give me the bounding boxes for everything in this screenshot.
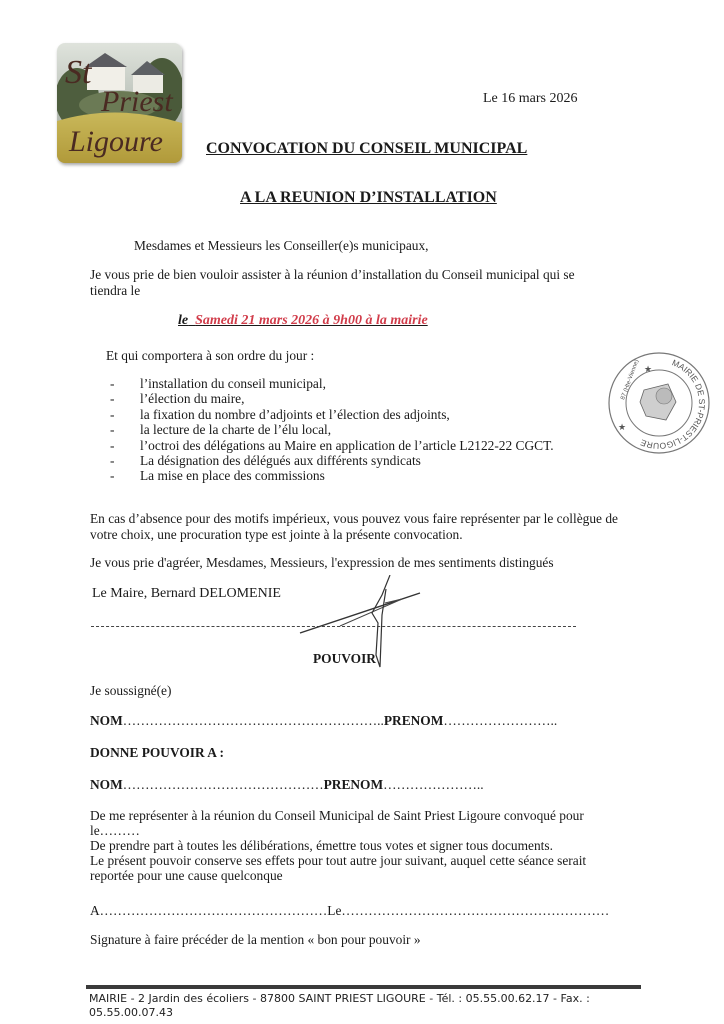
- closing-regards: Je vous prie d'agréer, Mesdames, Messieurs, l'expression de mes sentiments distingués: [90, 555, 554, 570]
- footer-address: MAIRIE - 2 Jardin des écoliers - 87800 SAINT PRIEST LIGOURE - Tél. : 05.55.00.62.17 - Fax. :: [89, 992, 590, 1005]
- logo-image: [57, 43, 182, 163]
- proxy-title: POUVOIR: [313, 651, 376, 666]
- nom-field[interactable]: ………………………………………: [122, 777, 324, 792]
- logo-text-st: St: [65, 54, 92, 91]
- greeting: Mesdames et Messieurs les Conseiller(e)s municipaux,: [134, 238, 429, 253]
- absence-line-2: votre choix, une procuration type est jointe à la présente convocation.: [90, 527, 463, 542]
- town-hall-stamp: [606, 350, 712, 456]
- logo-text-ligoure: Ligoure: [69, 125, 163, 158]
- proxy-text-line: De prendre part à toutes les délibérations, émettre tous votes et signer tous documents.: [90, 838, 553, 853]
- municipality-logo: [57, 43, 182, 163]
- absence-line-1: En cas d’absence pour des motifs impérieux, vous pouvez vous faire représenter par le collègue de: [90, 511, 618, 526]
- signature-note: Signature à faire précéder de la mention « bon pour pouvoir »: [90, 932, 421, 947]
- agenda-item: - la fixation du nombre d’adjoints et l’élection des adjoints,: [110, 406, 450, 422]
- agenda-item: - La mise en place des commissions: [110, 468, 325, 484]
- intro-line-1: Je vous prie de bien vouloir assister à la réunion d’installation du Conseil municipal qui se: [90, 267, 575, 282]
- proxy-text-line: De me représenter à la réunion du Conseil Municipal de Saint Priest Ligoure convoqué pour: [90, 808, 584, 823]
- prenom-field[interactable]: ……………………..: [443, 713, 558, 728]
- proxy-text-line: Le présent pouvoir conserve ses effets pour tout autre jour suivant, auquel cette séance serait: [90, 853, 587, 868]
- document-title: CONVOCATION DU CONSEIL MUNICIPAL: [206, 140, 528, 157]
- place-date-field[interactable]: A……………………………………………Le……………………………………………………: [90, 903, 610, 918]
- document-subtitle: A LA REUNION D’INSTALLATION: [240, 189, 497, 206]
- nom-field[interactable]: …………………………………………………..: [122, 713, 384, 728]
- prenom-label: PRENOM: [383, 713, 444, 728]
- stamp-text: MAIRIE DE ST-PRIEST-LIGOURE: [638, 357, 708, 452]
- prenom-label: PRENOM: [323, 777, 384, 792]
- meeting-datetime: [178, 313, 428, 329]
- proxy-holder-name-row: [90, 777, 484, 793]
- stamp-department: 87 (Hte-Vienne): [620, 358, 641, 401]
- document-date: Le 16 mars 2026: [483, 91, 578, 106]
- agenda-item: - l’octroi des délégations au Maire en application de l’article L2122-22 CGCT.: [110, 437, 554, 453]
- footer-fax: 05.55.00.07.43: [89, 1006, 173, 1019]
- agenda-item: - l’élection du maire,: [110, 391, 245, 407]
- proxy-text-line: le………: [90, 823, 140, 838]
- undersigned-label: Je soussigné(e): [90, 683, 172, 698]
- agenda-item: - l’installation du conseil municipal,: [110, 376, 326, 391]
- proxy-text-line: reportée pour une cause quelconque: [90, 868, 283, 883]
- stamp-star-icon: ★: [618, 422, 627, 432]
- meeting-prefix: le: [178, 313, 189, 328]
- agenda-list: [110, 376, 554, 484]
- intro-line-2: tiendra le: [90, 283, 141, 298]
- agenda-item: - La désignation des délégués aux différents syndicats: [110, 452, 421, 468]
- mayor-signatory: Le Maire, Bernard DELOMENIE: [92, 586, 281, 601]
- grant-proxy-heading: DONNE POUVOIR A :: [90, 745, 225, 760]
- prenom-field[interactable]: …………………..: [383, 777, 484, 792]
- agenda-intro: Et qui comportera à son ordre du jour :: [106, 348, 315, 363]
- principal-name-row: [90, 713, 557, 729]
- nom-label: NOM: [90, 777, 123, 792]
- stamp-star-icon: ★: [644, 364, 653, 374]
- agenda-item: - la lecture de la charte de l’élu local,: [110, 422, 332, 438]
- logo-text-priest: Priest: [101, 85, 173, 118]
- nom-label: NOM: [90, 713, 123, 728]
- footer-divider: [86, 985, 641, 989]
- meeting-when: Samedi 21 mars 2026 à 9h00 à la mairie: [195, 313, 428, 328]
